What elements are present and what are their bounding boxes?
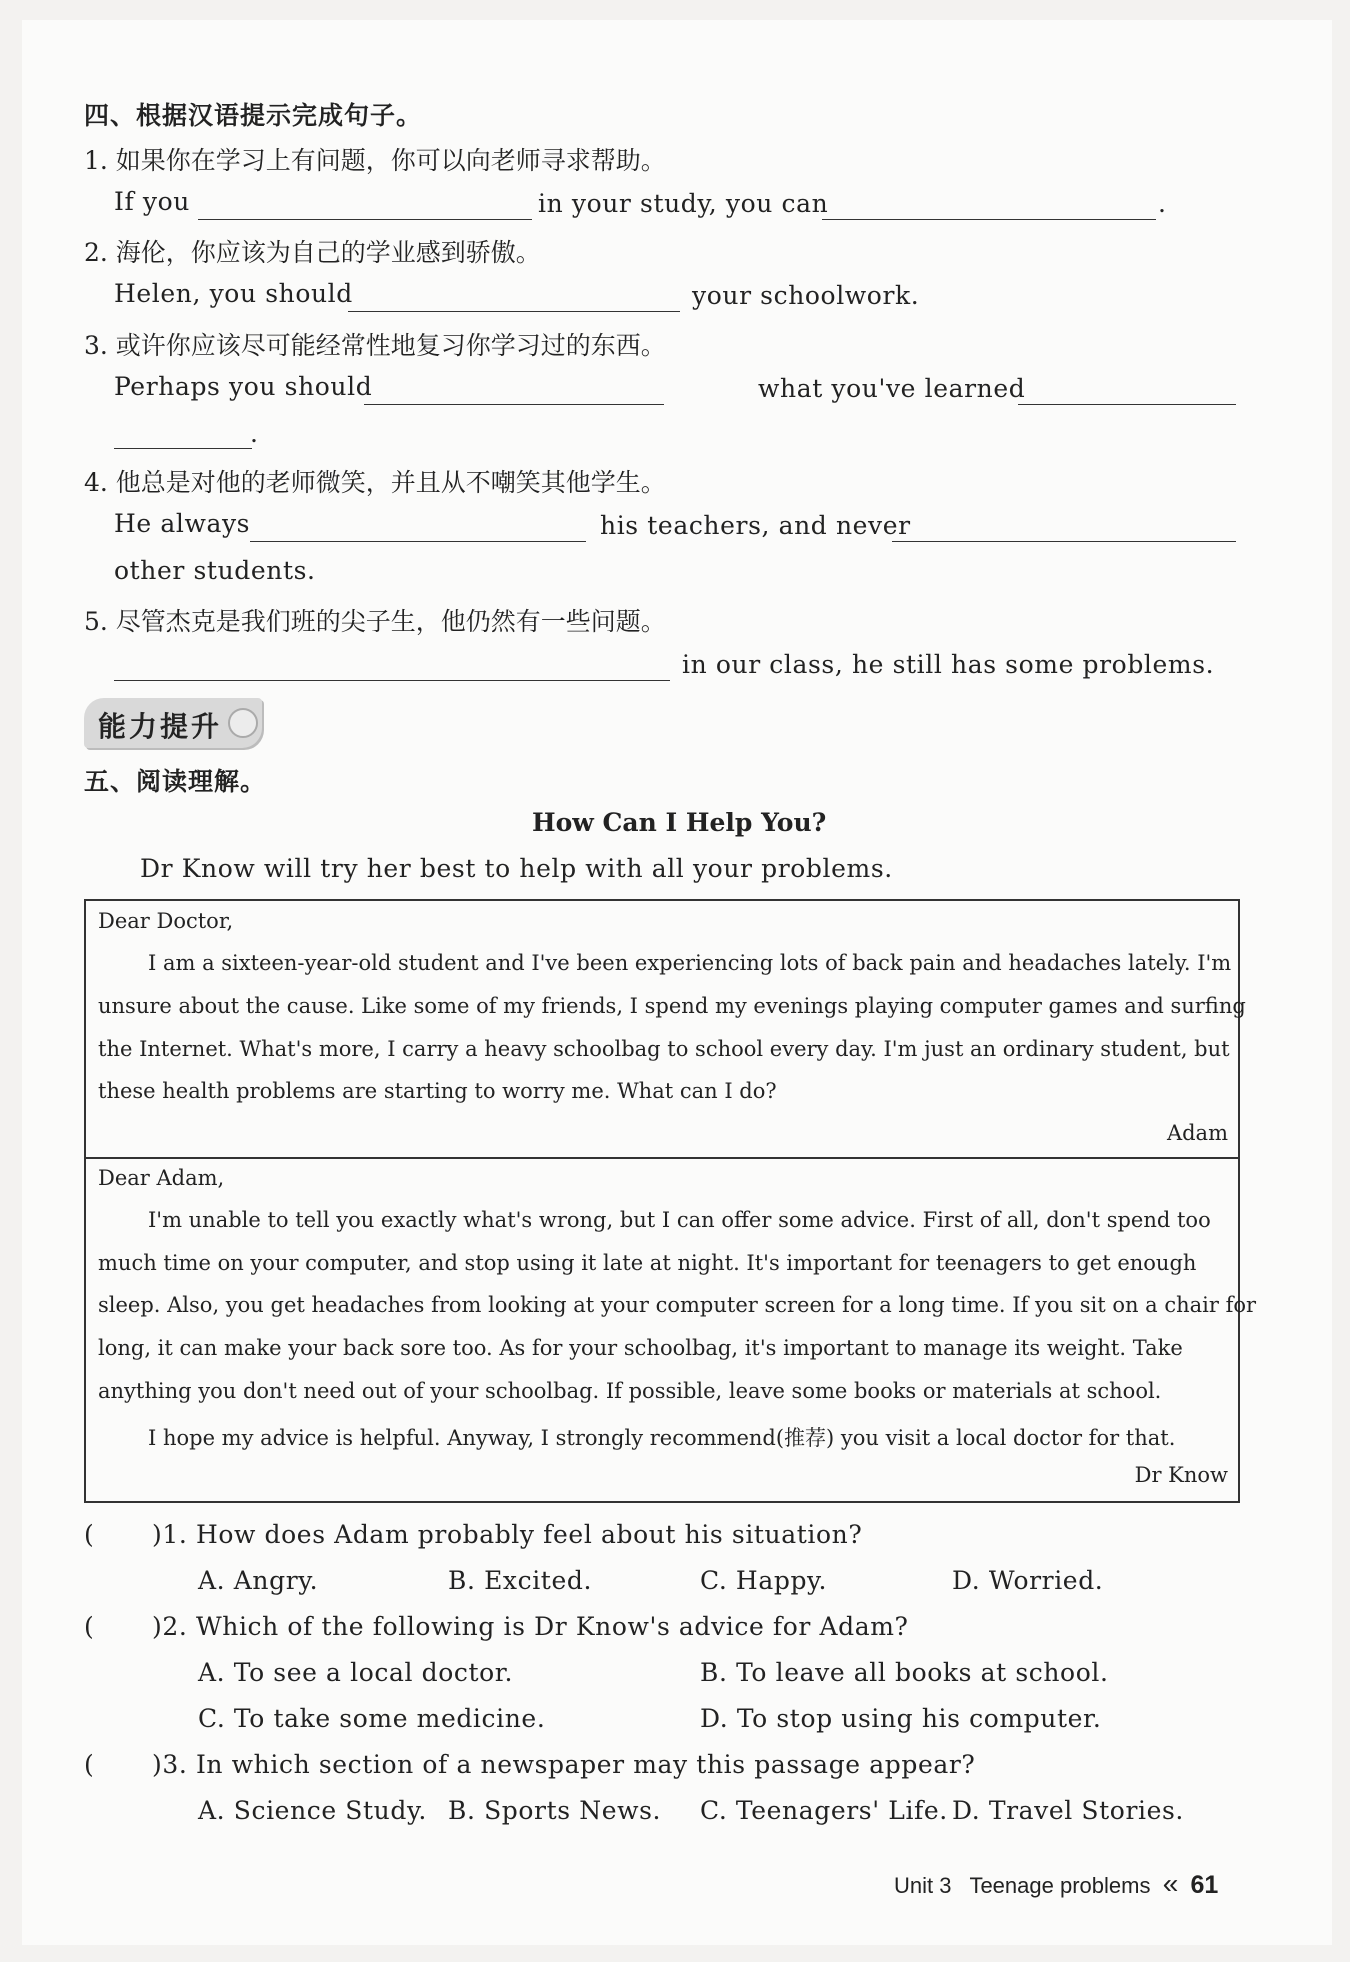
item3-blank-1[interactable] xyxy=(364,404,664,405)
footer xyxy=(894,1868,1218,1900)
q1-option[interactable]: B. Excited. xyxy=(448,1566,593,1595)
footer-topic: Teenage problems xyxy=(969,1873,1151,1898)
item3-blank-2[interactable] xyxy=(1018,404,1236,405)
q1-stem: )1. How does Adam probably feel about his situation? xyxy=(152,1520,863,1549)
item5-chinese: 5. 尽管杰克是我们班的尖子生，他仍然有一些问题。 xyxy=(84,607,666,636)
letter1-line: unsure about the cause. Like some of my friends, I spend my evenings playing computer games and surfing xyxy=(98,994,1246,1018)
q2-option[interactable]: B. To leave all books at school. xyxy=(700,1658,1109,1687)
letter2-line: long, it can make your back sore too. As for your schoolbag, it's important to manage its weight. Take xyxy=(98,1336,1183,1360)
item2-en-start: Helen, you should xyxy=(114,279,353,308)
item1-blank-2[interactable] xyxy=(822,219,1156,220)
ability-badge xyxy=(84,698,262,748)
item4-chinese: 4. 他总是对他的老师微笑，并且从不嘲笑其他学生。 xyxy=(84,468,666,497)
letter1-line: I am a sixteen-year-old student and I've been experiencing lots of back pain and headaches lately. I'm xyxy=(148,951,1232,975)
item4-blank-1[interactable] xyxy=(250,541,586,542)
letter1-signature: Adam xyxy=(1166,1121,1228,1145)
item3-en-end: . xyxy=(250,419,259,448)
q1-option[interactable]: C. Happy. xyxy=(700,1566,827,1595)
letter-divider xyxy=(86,1157,1238,1159)
q1-option[interactable]: D. Worried. xyxy=(952,1566,1104,1595)
letter1-greeting: Dear Doctor, xyxy=(98,909,234,933)
section5-heading: 五、阅读理解。 xyxy=(84,767,267,796)
footer-unit: Unit 3 xyxy=(894,1873,952,1898)
q1-paren[interactable]: ( xyxy=(84,1520,95,1549)
q2-option[interactable]: A. To see a local doctor. xyxy=(198,1658,514,1687)
double-chevron-icon: « xyxy=(1162,1868,1179,1899)
q3-stem: )3. In which section of a newspaper may this passage appear? xyxy=(152,1750,976,1779)
q3-option[interactable]: A. Science Study. xyxy=(198,1796,427,1825)
passage-title: How Can I Help You? xyxy=(532,808,827,837)
item1-blank-1[interactable] xyxy=(198,219,532,220)
letter2-line: sleep. Also, you get headaches from looking at your computer screen for a long time. If you sit on a chair for xyxy=(98,1293,1257,1317)
section4-heading: 四、根据汉语提示完成句子。 xyxy=(84,101,423,130)
q2-stem: )2. Which of the following is Dr Know's advice for Adam? xyxy=(152,1612,909,1641)
sun-icon xyxy=(228,708,258,738)
letter2-line: I'm unable to tell you exactly what's wrong, but I can offer some advice. First of all, don't spend too xyxy=(148,1208,1211,1232)
workbook-page xyxy=(22,20,1332,1945)
item5-en-end: in our class, he still has some problems. xyxy=(682,650,1215,679)
passage-intro: Dr Know will try her best to help with all your problems. xyxy=(140,854,893,883)
item1-en-mid: in your study, you can xyxy=(538,189,829,218)
q2-paren[interactable]: ( xyxy=(84,1612,95,1641)
q2-option[interactable]: C. To take some medicine. xyxy=(198,1704,546,1733)
q3-paren[interactable]: ( xyxy=(84,1750,95,1779)
q2-option[interactable]: D. To stop using his computer. xyxy=(700,1704,1102,1733)
letter2-greeting: Dear Adam, xyxy=(98,1166,225,1190)
q1-option[interactable]: A. Angry. xyxy=(198,1566,319,1595)
item4-en-end: other students. xyxy=(114,556,316,585)
item3-chinese: 3. 或许你应该尽可能经常性地复习你学习过的东西。 xyxy=(84,331,666,360)
item2-chinese: 2. 海伦，你应该为自己的学业感到骄傲。 xyxy=(84,238,541,267)
item3-en-start: Perhaps you should xyxy=(114,372,373,401)
letter2-signature: Dr Know xyxy=(1134,1463,1228,1487)
item4-en-mid: his teachers, and never xyxy=(600,511,911,540)
ability-badge-label: 能力提升 xyxy=(98,710,223,743)
item1-chinese: 1. 如果你在学习上有问题，你可以向老师寻求帮助。 xyxy=(84,146,666,175)
page-number: 61 xyxy=(1190,1871,1219,1899)
item3-en-mid: what you've learned xyxy=(758,374,1026,403)
item5-blank[interactable] xyxy=(114,680,670,681)
item1-en-start: If you xyxy=(114,187,190,216)
letters-box xyxy=(84,899,1257,1503)
item1-en-end: . xyxy=(1158,189,1167,218)
letter1-line: these health problems are starting to worry me. What can I do? xyxy=(98,1079,777,1103)
q3-option[interactable]: D. Travel Stories. xyxy=(952,1796,1184,1825)
item2-blank[interactable] xyxy=(348,311,680,312)
q3-option[interactable]: B. Sports News. xyxy=(448,1796,662,1825)
item4-en-start: He always xyxy=(114,509,251,538)
letter2-line: anything you don't need out of your schoolbag. If possible, leave some books or materials at school. xyxy=(98,1379,1162,1403)
letter2-line: much time on your computer, and stop using it late at night. It's important for teenagers to get enough xyxy=(98,1251,1197,1275)
item2-en-end: your schoolwork. xyxy=(692,281,920,310)
item4-blank-2[interactable] xyxy=(892,541,1236,542)
item3-blank-3[interactable] xyxy=(114,448,252,449)
letter2-line: I hope my advice is helpful. Anyway, I strongly recommend(推荐) you visit a local doctor for that. xyxy=(148,1426,1176,1450)
q3-option[interactable]: C. Teenagers' Life. xyxy=(700,1796,948,1825)
letter1-line: the Internet. What's more, I carry a heavy schoolbag to school every day. I'm just an ordinary student, but xyxy=(98,1037,1230,1061)
